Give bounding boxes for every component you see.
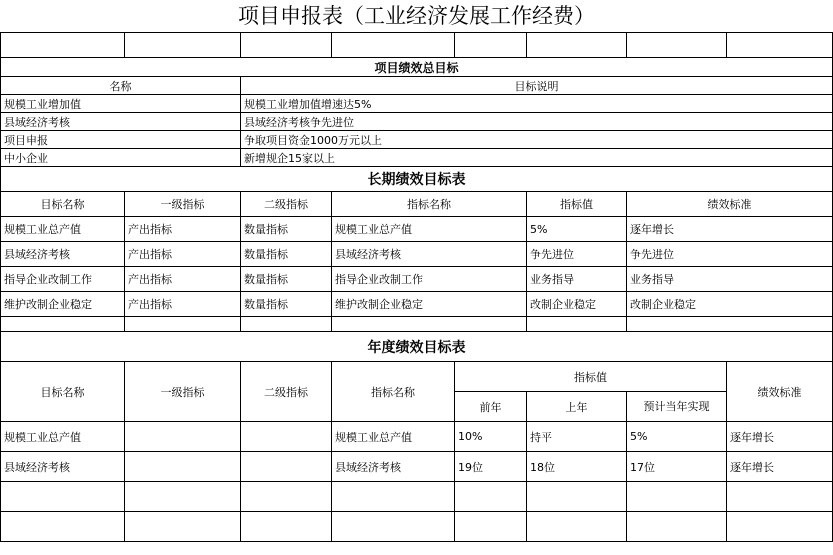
- lt-cell[interactable]: 改制企业稳定: [527, 292, 627, 317]
- annual-row: [1, 422, 833, 452]
- lt-cell[interactable]: 维护改制企业稳定: [332, 292, 527, 317]
- cell[interactable]: [1, 33, 125, 58]
- an-cell[interactable]: [627, 512, 727, 542]
- an-cell[interactable]: 规模工业总产值: [1, 422, 125, 452]
- lt-cell[interactable]: 数量指标: [241, 267, 332, 292]
- long-term-row: [1, 292, 833, 317]
- lt-cell[interactable]: 争先进位: [527, 242, 627, 267]
- cell[interactable]: [125, 33, 241, 58]
- an-cell[interactable]: [125, 422, 241, 452]
- cell[interactable]: [241, 33, 332, 58]
- long-term-heading-row: [1, 167, 833, 192]
- an-cell[interactable]: [455, 512, 527, 542]
- summary-desc[interactable]: 县域经济考核争先进位: [241, 113, 833, 131]
- long-term-blank-row: [1, 317, 833, 332]
- lt-cell[interactable]: 县域经济考核: [332, 242, 527, 267]
- lt-cell[interactable]: 产出指标: [125, 292, 241, 317]
- page-title: 项目申报表（工业经济发展工作经费）: [238, 4, 595, 28]
- cell[interactable]: [727, 33, 833, 58]
- an-cell[interactable]: [727, 482, 833, 512]
- annual-blank-row: [1, 512, 833, 542]
- an-header-target: 目标名称: [1, 362, 125, 422]
- an-header-prev-year: 前年: [455, 392, 527, 422]
- an-cell[interactable]: [241, 482, 332, 512]
- an-cell[interactable]: [1, 482, 125, 512]
- an-cell[interactable]: [125, 512, 241, 542]
- blank-row: [1, 33, 833, 58]
- an-cell[interactable]: 县域经济考核: [1, 452, 125, 482]
- an-cell[interactable]: [527, 512, 627, 542]
- cell[interactable]: [455, 33, 527, 58]
- an-cell[interactable]: [332, 482, 455, 512]
- cell[interactable]: [527, 33, 627, 58]
- summary-desc[interactable]: 争取项目资金1000万元以上: [241, 131, 833, 149]
- summary-desc[interactable]: 规模工业增加值增速达5%: [241, 95, 833, 113]
- lt-cell[interactable]: 产出指标: [125, 217, 241, 242]
- lt-cell[interactable]: 业务指导: [527, 267, 627, 292]
- an-cell[interactable]: 逐年增长: [727, 422, 833, 452]
- lt-cell[interactable]: 县域经济考核: [1, 242, 125, 267]
- cell[interactable]: [332, 33, 455, 58]
- lt-cell[interactable]: 数量指标: [241, 217, 332, 242]
- an-cell[interactable]: [627, 482, 727, 512]
- lt-cell[interactable]: 5%: [527, 217, 627, 242]
- an-cell[interactable]: [125, 482, 241, 512]
- an-cell[interactable]: [727, 512, 833, 542]
- an-cell[interactable]: [527, 482, 627, 512]
- an-cell[interactable]: 5%: [627, 422, 727, 452]
- lt-header-standard: 绩效标准: [627, 192, 833, 217]
- lt-cell[interactable]: 数量指标: [241, 242, 332, 267]
- lt-cell[interactable]: 指导企业改制工作: [332, 267, 527, 292]
- an-cell[interactable]: [241, 422, 332, 452]
- lt-cell[interactable]: 指导企业改制工作: [1, 267, 125, 292]
- an-header-standard: 绩效标准: [727, 362, 833, 422]
- an-cell[interactable]: 持平: [527, 422, 627, 452]
- lt-cell[interactable]: 产出指标: [125, 267, 241, 292]
- an-cell[interactable]: 17位: [627, 452, 727, 482]
- an-cell[interactable]: [1, 512, 125, 542]
- summary-row: [1, 149, 833, 167]
- lt-header-level2: 二级指标: [241, 192, 332, 217]
- an-cell[interactable]: [332, 512, 455, 542]
- an-cell[interactable]: 18位: [527, 452, 627, 482]
- an-cell[interactable]: [241, 512, 332, 542]
- summary-row: [1, 131, 833, 149]
- summary-heading: 项目绩效总目标: [1, 58, 833, 77]
- lt-cell[interactable]: [1, 317, 125, 332]
- lt-cell[interactable]: 改制企业稳定: [627, 292, 833, 317]
- summary-name[interactable]: 中小企业: [1, 149, 241, 167]
- lt-cell[interactable]: 产出指标: [125, 242, 241, 267]
- an-header-level2: 二级指标: [241, 362, 332, 422]
- an-cell[interactable]: 逐年增长: [727, 452, 833, 482]
- summary-name[interactable]: 项目申报: [1, 131, 241, 149]
- lt-cell[interactable]: 规模工业总产值: [332, 217, 527, 242]
- long-term-row: [1, 217, 833, 242]
- annual-heading: 年度绩效目标表: [1, 332, 833, 362]
- summary-header-row: [1, 77, 833, 95]
- lt-cell[interactable]: 争先进位: [627, 242, 833, 267]
- an-header-last-year: 上年: [527, 392, 627, 422]
- cell[interactable]: [627, 33, 727, 58]
- report-table: [0, 32, 833, 542]
- long-term-header-row: [1, 192, 833, 217]
- an-cell[interactable]: 19位: [455, 452, 527, 482]
- lt-cell[interactable]: 业务指导: [627, 267, 833, 292]
- long-term-row: [1, 267, 833, 292]
- an-cell[interactable]: 10%: [455, 422, 527, 452]
- lt-cell[interactable]: [627, 317, 833, 332]
- lt-header-target: 目标名称: [1, 192, 125, 217]
- summary-row: [1, 95, 833, 113]
- long-term-row: [1, 242, 833, 267]
- annual-header-row: [1, 362, 833, 392]
- lt-cell[interactable]: [332, 317, 527, 332]
- lt-header-level1: 一级指标: [125, 192, 241, 217]
- summary-col-desc: 目标说明: [241, 77, 833, 95]
- summary-col-name: 名称: [1, 77, 241, 95]
- summary-heading-row: [1, 58, 833, 77]
- lt-cell[interactable]: [527, 317, 627, 332]
- an-cell[interactable]: 规模工业总产值: [332, 422, 455, 452]
- summary-row: [1, 113, 833, 131]
- summary-name[interactable]: 县域经济考核: [1, 113, 241, 131]
- an-header-level1: 一级指标: [125, 362, 241, 422]
- an-header-expected: 预计当年实现: [627, 392, 727, 422]
- an-header-value-group: 指标值: [455, 362, 727, 392]
- lt-cell[interactable]: 数量指标: [241, 292, 332, 317]
- annual-blank-row: [1, 482, 833, 512]
- annual-heading-row: [1, 332, 833, 362]
- long-term-heading: 长期绩效目标表: [1, 167, 833, 192]
- lt-header-indicator: 指标名称: [332, 192, 527, 217]
- lt-cell[interactable]: 维护改制企业稳定: [1, 292, 125, 317]
- an-cell[interactable]: [241, 452, 332, 482]
- an-cell[interactable]: [455, 482, 527, 512]
- lt-cell[interactable]: [241, 317, 332, 332]
- lt-cell[interactable]: [125, 317, 241, 332]
- an-cell[interactable]: [125, 452, 241, 482]
- lt-cell[interactable]: 规模工业总产值: [1, 217, 125, 242]
- annual-row: [1, 452, 833, 482]
- summary-desc[interactable]: 新增规企15家以上: [241, 149, 833, 167]
- summary-name[interactable]: 规模工业增加值: [1, 95, 241, 113]
- lt-cell[interactable]: 逐年增长: [627, 217, 833, 242]
- lt-header-value: 指标值: [527, 192, 627, 217]
- an-header-indicator: 指标名称: [332, 362, 455, 422]
- an-cell[interactable]: 县域经济考核: [332, 452, 455, 482]
